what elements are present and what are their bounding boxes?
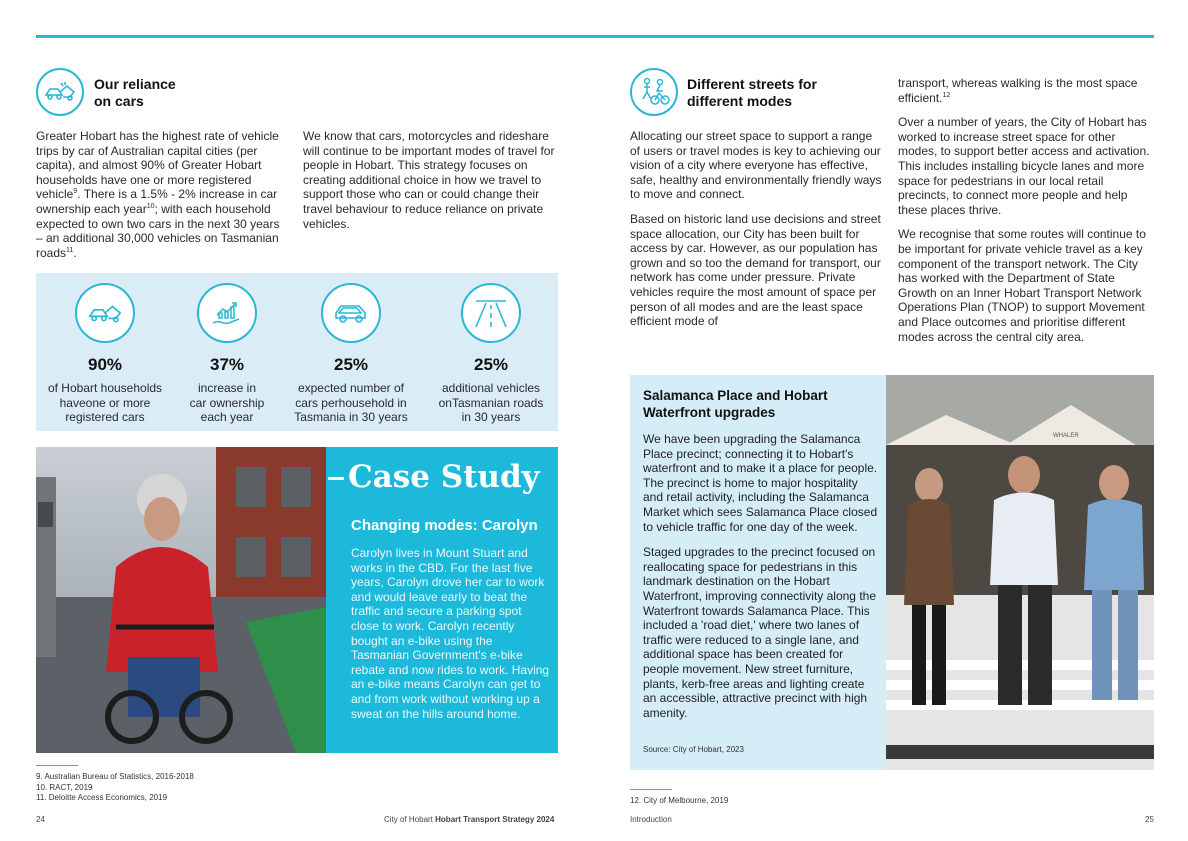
stat-car-ownership (162, 273, 292, 425)
feature-source: Source: City of Hobart, 2023 (643, 745, 744, 754)
stat-value: 25% (473, 355, 509, 374)
stat-label: additional vehicles onTasmanian roads in 30 years (438, 381, 544, 425)
footnote-rule (36, 765, 78, 766)
stat-value: 25% (333, 355, 369, 374)
stat-value: 90% (87, 355, 123, 374)
case-study-body: Carolyn lives in Mount Stuart and works in the CBD. For the last five years, Carolyn drove her car to work and would leave early to beat the traffic and secure a parking spot close to work. Carolyn recently bought an e-bike using the Tasmanian Government's e-bike rebate and now rides to work. Having an e-bike means Carolyn can get to and from work without working up a sweat on the hills around home. (351, 546, 550, 721)
car-crash-icon (75, 283, 135, 343)
salamanca-photo (886, 375, 1154, 770)
svg-text:WHALER: WHALER (1053, 433, 1079, 439)
left-column-1: Greater Hobart has the highest rate of vehicle trips by car of Australian capital cities (per capita), and almost 90% of Greater Hobart households have one or more registered vehicle$^9$. There is a 1.5% - 2% increase in car ownership each year$^{10}$; with each household expected to own two cars in the next 30 years – an additional 30,000 vehicles on Tasmanian roads$^{11}$. (36, 129, 280, 260)
stat-label: expected number of cars perhousehold in Tasmania in 30 years (294, 381, 408, 425)
rising-chart-hand-icon (197, 283, 257, 343)
stat-value: 37% (209, 355, 245, 374)
car-crash-icon (36, 68, 84, 116)
right-column-2: transport, whereas walking is the most space efficient.$^{12}$ Over a number of years, the City of Hobart has worked to increase street space for other modes, to support better access and activation. This includes installing bicycle lanes and more space for pedestrians in our local retail precincts, to connect more people and help these places thrive. We recognise that some routes will continue to be important for private vehicle travel as a key component of the transport network. The City has worked with the Department of State Growth on an Inner Hobart Transport Network Operations Plan (TNOP) to support Movement and Place outcomes and prioritise different modes across the central city area. (898, 76, 1150, 344)
feature-title: Salamanca Place and Hobart Waterfront upgrades (643, 388, 828, 420)
section-title-reliance: Our reliance on cars (94, 76, 176, 109)
top-rule (36, 35, 1154, 38)
footnote-12: 12. City of Melbourne, 2019 (630, 796, 729, 805)
cyclist-photo (36, 447, 326, 753)
salamanca-feature-panel (630, 375, 886, 770)
car-icon (321, 283, 381, 343)
stat-label: increase in car ownership each year (189, 381, 265, 425)
section-title-streets: Different streets for different modes (687, 76, 817, 109)
right-column-1: Allocating our street space to support a range of users or travel modes is key to achieving our vision of a city where everyone has effective, safe, healthy and environmentally friendly ways to move and connect. Based on historic land use decisions and street space allocation, our City has been built for access by car. However, as our population has grown and so too the demand for transport, our network has come under pressure. Private vehicles require the most amount of space per person of all modes and are the least space efficient mode of (630, 129, 882, 329)
stat-cars-per-household (286, 273, 416, 425)
stat-additional-vehicles (426, 273, 556, 425)
case-study-panel (326, 447, 558, 753)
stat-households (40, 273, 170, 425)
page-number-right: 25 (1145, 815, 1154, 824)
case-study-subheading: Changing modes: Carolyn (351, 517, 538, 534)
page-number-left: 24 (36, 815, 45, 824)
footnote-rule (630, 789, 672, 790)
left-column-2: We know that cars, motorcycles and rideshare will continue to be important modes of travel for people in Hobart. This strategy focuses on creating additional choice in how we travel to support those who can or could change their travel behaviour to reduce reliance on private vehicles. (303, 129, 555, 231)
footnotes: 9. Australian Bureau of Statistics, 2016-2018 10. RACT, 2019 11. Deloitte Access Economics, 2019 (36, 772, 194, 802)
case-study-heading: Case Study (328, 459, 540, 495)
feature-body: We have been upgrading the Salamanca Place precinct; connecting it to Hobart's waterfront and to make it a place for people. The precinct is home to major hospitality and retail activity, including the Salamanca Market which sees Salamanca Place closed to vehicle traffic for one day of the week. Staged upgrades to the precinct focused on reallocating space for pedestrians in this landmark destination on the Hobart Waterfront, improving connectivity along the Waterfront towards Salamanca Place. This included a 'road diet,' where two lanes of traffic were reduced to a single lane, and additional space has been created for people movement. New street furniture, plants, kerb-free areas and lighting create an accessible, attractive precinct with high amenity. (643, 432, 878, 720)
footer-title: City of Hobart Hobart Transport Strategy 2024 (384, 815, 555, 824)
stats-panel (36, 273, 558, 431)
pedestrian-cyclist-icon (630, 68, 678, 116)
footer-section-label: Introduction (630, 815, 672, 824)
road-icon (461, 283, 521, 343)
stat-label: of Hobart households haveone or more registered cars (47, 381, 163, 425)
